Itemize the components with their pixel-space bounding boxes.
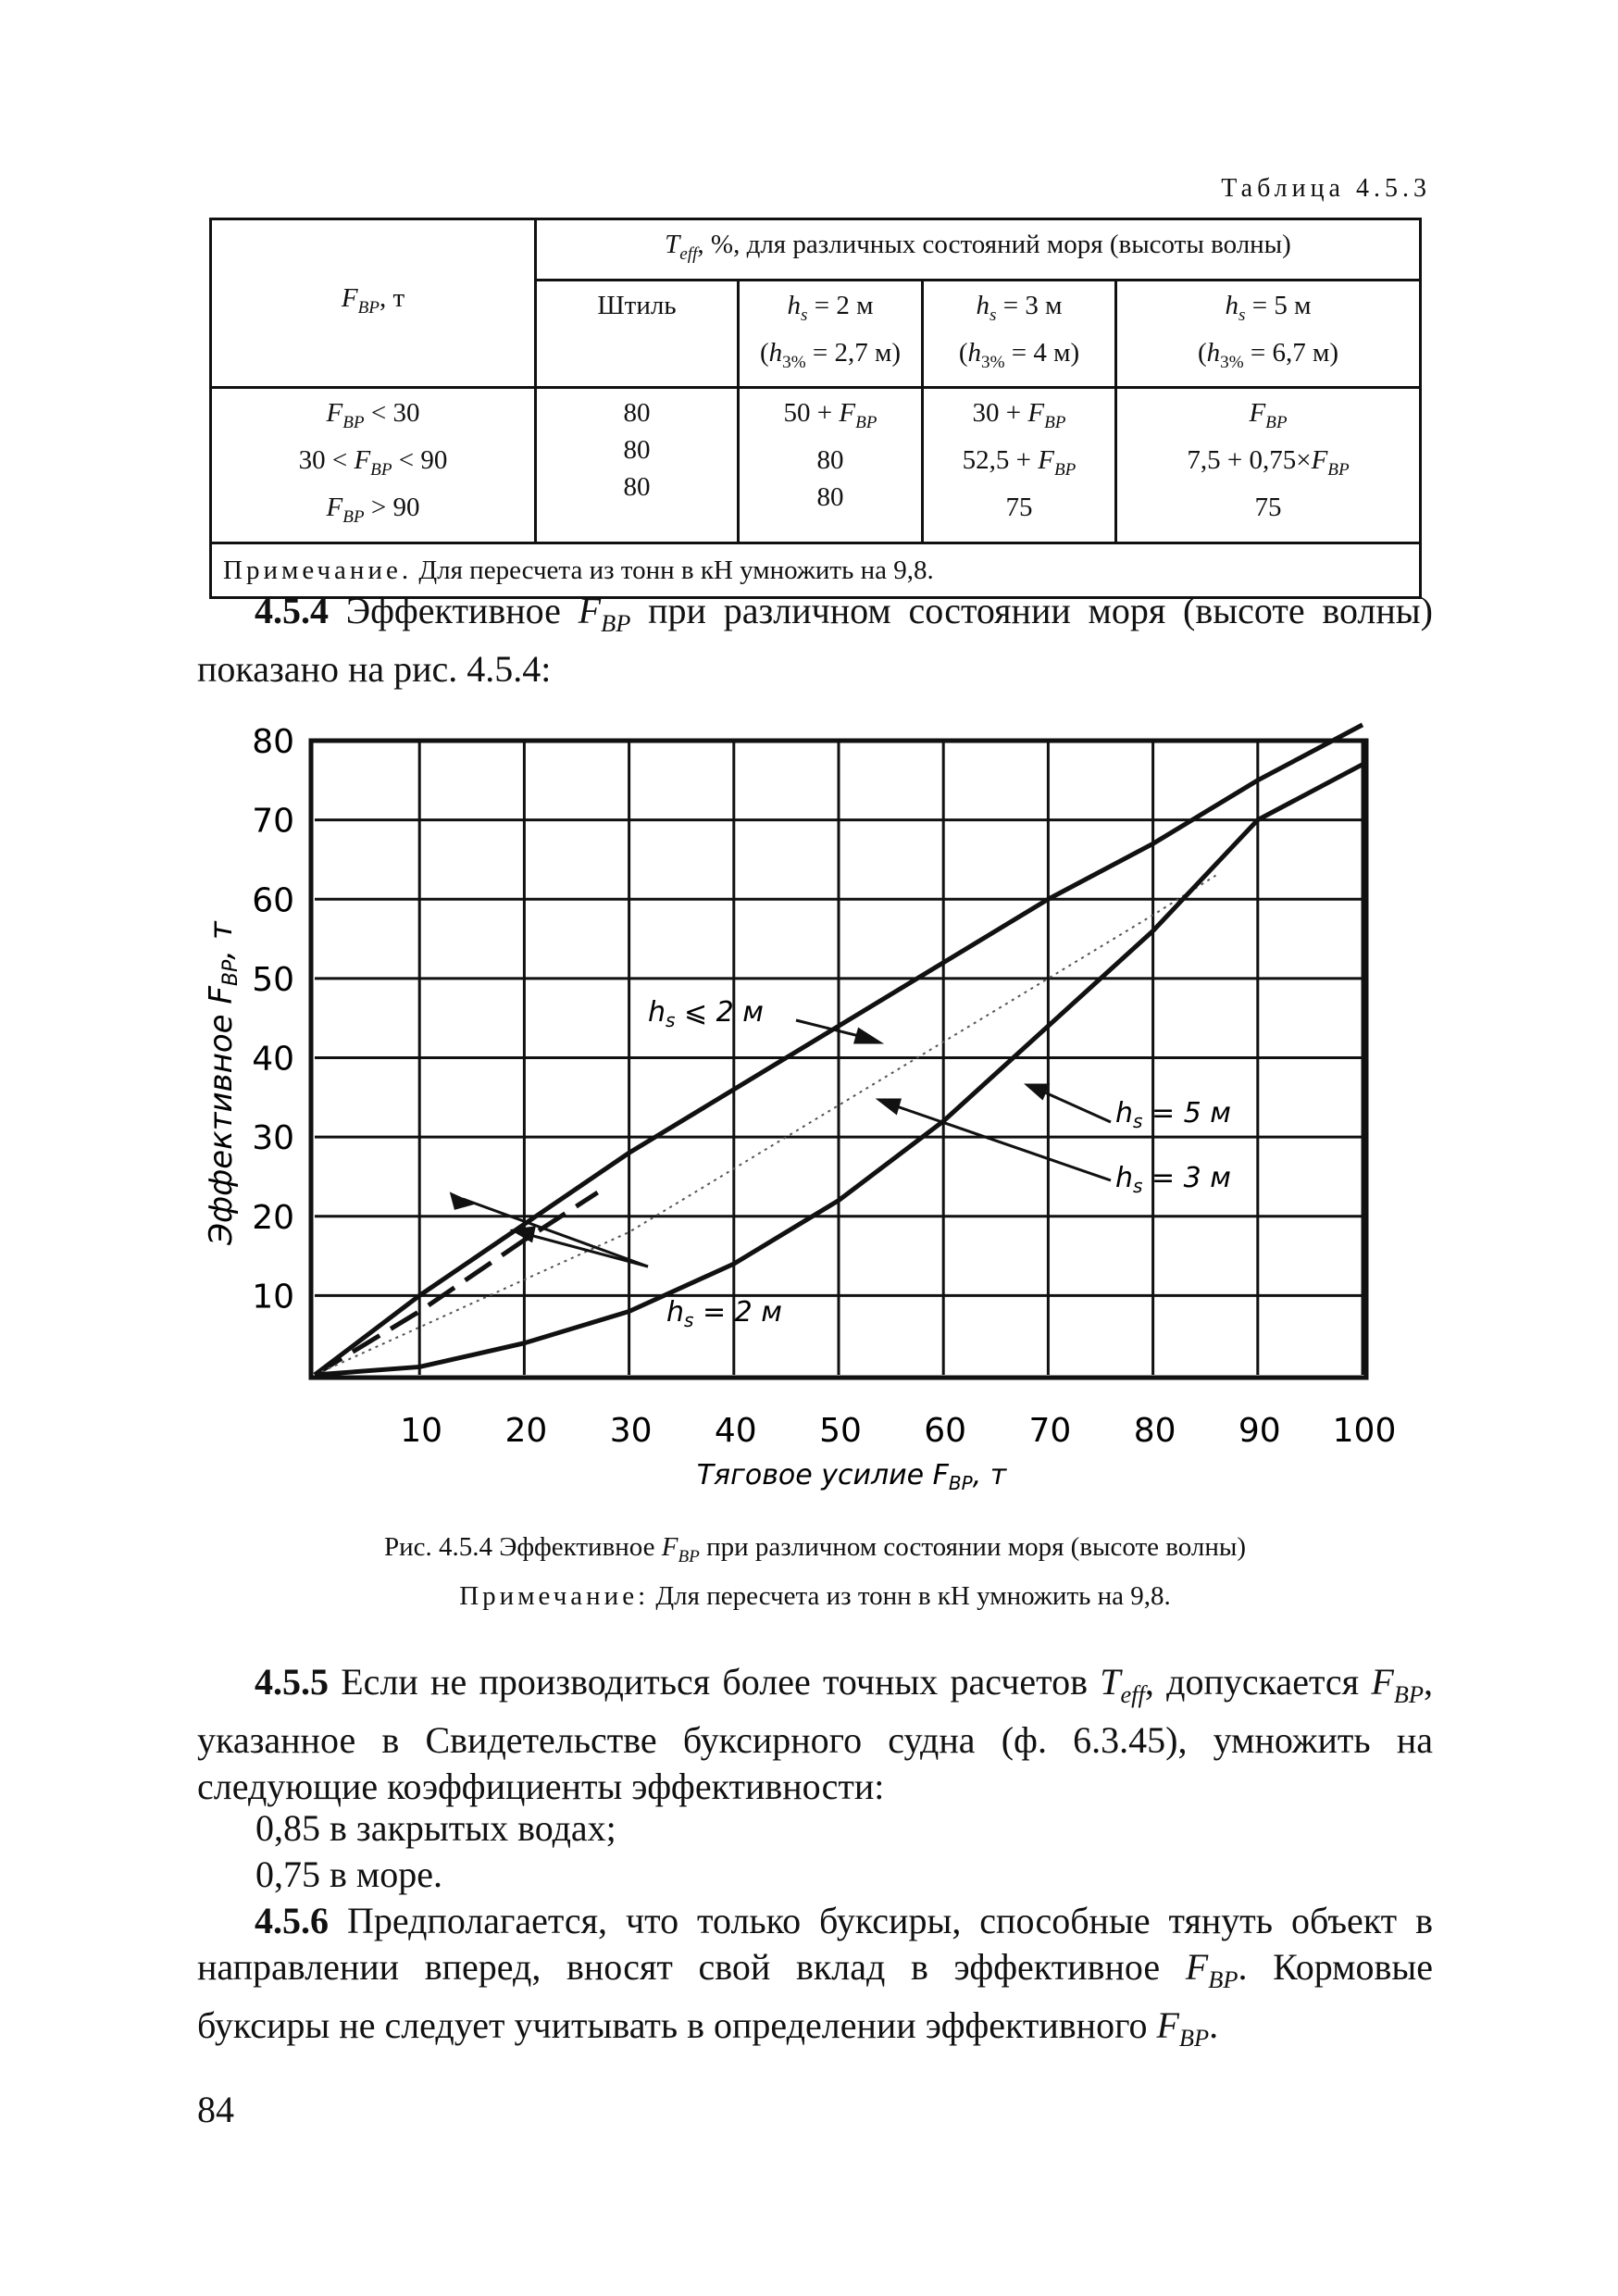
y-tick-label: 50	[252, 960, 294, 999]
x-axis-label: Тяговое усилие $F_{BP}$, т	[696, 1459, 1007, 1494]
para-4-5-5: 4.5.5 Если не производиться более точных расчетов $T_{eff}$, допускается $F_{BP}$, указанное в Свидетельстве буксирного судна (ф. 6.3.45), умножить на следующие коэффициенты эффективности:	[197, 1661, 1433, 1807]
col-3m-values: $30 + F_{BP}$ $52,5 + F_{BP}$ 75	[923, 388, 1116, 543]
y-tick-label: 60	[252, 881, 294, 920]
coef-closed-waters: 0,85 в закрытых водах;	[255, 1807, 616, 1849]
x-tick-label: 10	[400, 1412, 443, 1450]
y-tick-label: 30	[252, 1119, 294, 1158]
y-tick-label: 20	[252, 1198, 294, 1237]
x-tick-label: 100	[1332, 1412, 1397, 1450]
y-tick-label: 40	[252, 1040, 294, 1079]
para-4-5-6: 4.5.6 Предполагается, что только буксиры, способные тянуть объект в направлении вперед, вносят свой вклад в эффективное $F_{BP}$. Кормовые буксиры не следует учитывать в определении эффективного $F_{BP}$.	[197, 1900, 1433, 2052]
x-tick-label: 60	[924, 1412, 967, 1450]
x-tick-labels	[400, 1412, 1396, 1450]
sea-state-3m: $h_s = 3$ м ($h_{3\%} = 4$ м)	[923, 280, 1116, 388]
y-axis-label: Эффективное FBP, т	[203, 921, 243, 1245]
page-number: 84	[197, 2089, 234, 2130]
label-hs-le-2m: $h_s$ ⩽ 2 м	[648, 996, 764, 1031]
chart-grid	[315, 741, 1363, 1375]
col-2m-values: $50 + F_{BP}$ 80 80	[739, 388, 923, 543]
y-tick-label: 80	[252, 723, 294, 761]
sea-state-calm: Штиль	[536, 280, 739, 388]
figure-caption: Рис. 4.5.4 Эффективное $F_{BP}$ при различном состоянии моря (высоте волны) Примечание: Для пересчета из тонн в кН умножить на 9,8.	[383, 1532, 1247, 1611]
y-tick-labels	[252, 723, 294, 1316]
col-calm-values: 80 80 80	[536, 388, 739, 543]
x-tick-label: 90	[1238, 1412, 1281, 1450]
x-tick-label: 50	[819, 1412, 862, 1450]
col-5m-values: $F_{BP}$ $7,5 + 0,75\times F_{BP}$ 75	[1116, 388, 1421, 543]
coef-sea: 0,75 в море.	[255, 1853, 442, 1895]
efficiency-chart	[185, 704, 1481, 1500]
sea-state-5m: $h_s = 5$ м ($h_{3\%} = 6,7$ м)	[1116, 280, 1421, 388]
efficiency-table	[209, 218, 1422, 599]
table-caption: Таблица 4.5.3	[1221, 174, 1431, 203]
row-labels: $F_{BP} < 30$ $30 < F_{BP} < 90$ $F_{BP} > 90$	[211, 388, 536, 543]
y-tick-label: 10	[252, 1278, 294, 1316]
y-tick-label: 70	[252, 802, 294, 841]
sea-state-2m: $h_s = 2$ м ($h_{3\%} = 2,7$ м)	[739, 280, 923, 388]
table-head-group: $T_{eff}$, %, для различных состояний моря (высоты волны)	[536, 219, 1421, 281]
para-4-5-4: 4.5.4 Эффективное $F_{BP}$ при различном состоянии моря (высоте волны) показано на рис. 4.5.4:	[197, 590, 1433, 690]
x-tick-label: 30	[609, 1412, 653, 1450]
table-note: Примечание. Для пересчета из тонн в кН умножить на 9,8.	[211, 543, 1421, 597]
x-tick-label: 80	[1133, 1412, 1176, 1450]
table-head-fbp: $F_{BP}$, т	[211, 219, 536, 388]
series-line-1	[315, 1192, 598, 1375]
x-tick-label: 40	[714, 1412, 757, 1450]
x-tick-label: 20	[504, 1412, 548, 1450]
label-hs-2m: $h_s = 2$ м	[666, 1296, 782, 1331]
x-tick-label: 70	[1028, 1412, 1072, 1450]
label-hs-5m: $h_s = 5$ м	[1115, 1097, 1231, 1132]
label-hs-3m: $h_s = 3$ м	[1115, 1162, 1231, 1197]
